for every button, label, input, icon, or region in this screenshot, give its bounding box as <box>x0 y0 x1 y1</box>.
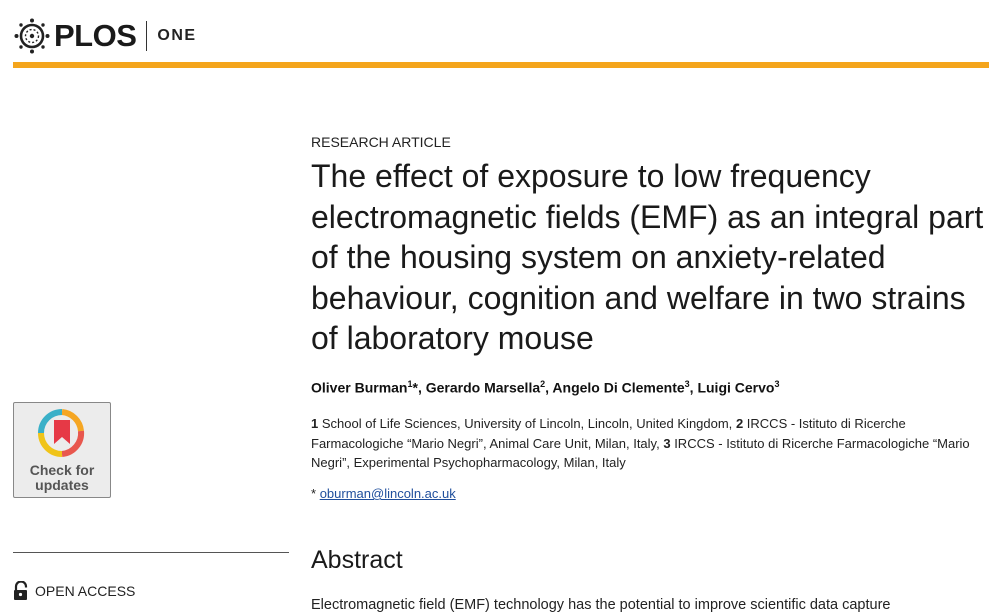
affiliation-text: IRCCS - Istituto di Ricerche Farmacologiche “Mario Negri”, Animal Care Unit, Milan, Italy, <box>311 416 906 451</box>
plos-logo-icon <box>14 18 50 54</box>
author-affiliation-number: 3 <box>774 379 780 389</box>
abstract-heading: Abstract <box>311 546 403 574</box>
author-list: Oliver Burman$^1$*, Gerardo Marsella$^2$, Angelo Di Clemente$^3$, Luigi Cervo$^3$ <box>311 379 780 396</box>
journal-masthead[interactable] <box>14 14 197 58</box>
check-for-updates-badge[interactable] <box>13 402 111 498</box>
check-for-updates-icon <box>14 403 110 463</box>
journal-name: ONE <box>157 27 197 44</box>
affiliation-number: 2 <box>735 416 744 431</box>
affiliation-number: 1 <box>311 416 319 431</box>
open-access-label: OPEN ACCESS <box>35 583 136 599</box>
author-name[interactable]: Angelo Di Clemente <box>552 379 685 396</box>
check-for-updates-line-2: updates <box>35 477 89 493</box>
masthead-divider <box>146 21 147 51</box>
article-title: The effect of exposure to low frequency electromagnetic fields (EMF) as an integral part of the housing system on anxiety-related behaviour, cognition and welfare in two strains of laboratory mouse <box>311 158 984 356</box>
corresponding-author-mark: * <box>412 379 418 396</box>
affiliation-text: School of Life Sciences, University of Lincoln, Lincoln, United Kingdom, <box>321 416 733 431</box>
masthead-rule <box>13 62 989 68</box>
correspondence-mark: * <box>311 486 317 501</box>
publisher-name: PLOS <box>54 18 137 53</box>
author-affiliation-number: 2 <box>540 379 546 389</box>
author-name[interactable]: Gerardo Marsella <box>425 379 541 396</box>
check-for-updates-line-1: Check for <box>29 462 95 478</box>
correspondence <box>311 486 456 501</box>
affiliation-number: 3 <box>663 435 671 451</box>
author-affiliation-number: 1 <box>407 379 413 389</box>
author-affiliation-number: 3 <box>684 379 690 389</box>
check-for-updates-label <box>14 463 110 493</box>
correspondence-email-link[interactable]: oburman@lincoln.ac.uk <box>319 486 456 501</box>
sidebar-divider <box>13 552 289 553</box>
affiliations <box>311 414 991 473</box>
abstract-text: Electromagnetic field (EMF) technology has the potential to improve scientific data capture <box>311 597 891 613</box>
author-name[interactable]: Luigi Cervo <box>697 379 775 396</box>
article-type: RESEARCH ARTICLE <box>311 134 451 150</box>
author-name[interactable]: Oliver Burman <box>311 379 408 396</box>
open-access-indicator <box>13 581 135 601</box>
open-lock-icon <box>13 581 30 601</box>
affiliation-text: IRCCS - Istituto di Ricerche Farmacologiche “Mario Negri”, Experimental Psychopharmacology, Milan, Italy <box>311 435 970 470</box>
